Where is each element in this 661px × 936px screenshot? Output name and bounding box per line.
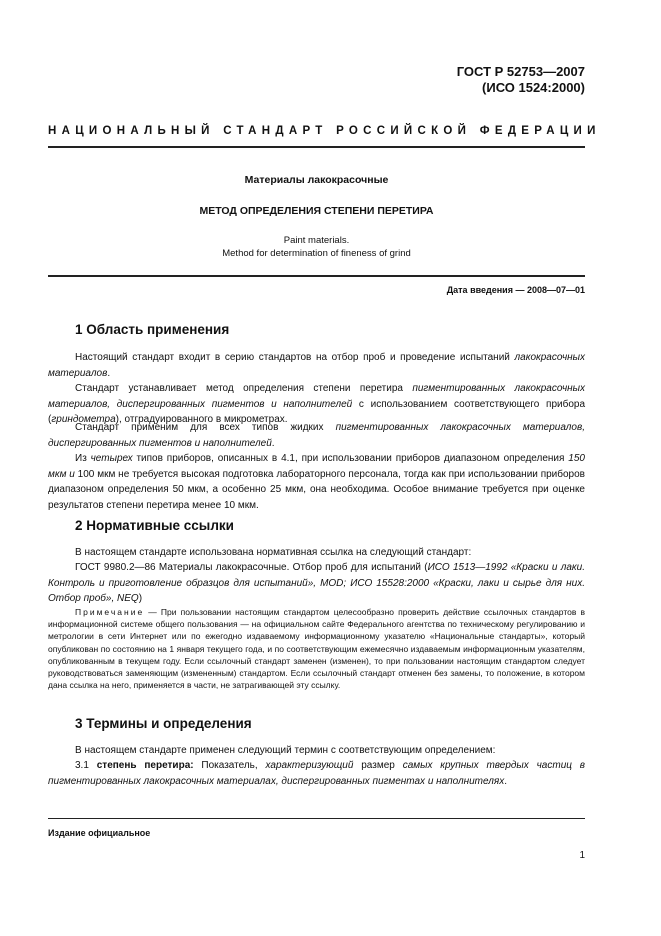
header-rule	[48, 146, 585, 148]
note-label: Примечание	[75, 607, 145, 617]
section-1-paragraph-3: Стандарт применим для всех типов жидких пигментированных лакокрасочных материалов, диспергированных пигментов и наполнителей.	[48, 422, 585, 449]
standard-number: ГОСТ Р 52753—2007	[456, 64, 585, 79]
iso-number: (ИСО 1524:2000)	[482, 80, 585, 95]
english-method: Method for determination of fineness of grind	[222, 248, 411, 259]
section-1-heading: 1 Область применения	[75, 322, 230, 337]
section-3-paragraph-1: В настоящем стандарте применен следующий термин с соответствующим определением:	[75, 745, 496, 756]
page-number: 1	[579, 850, 585, 861]
document-subject: Материалы лакокрасочные	[244, 174, 389, 186]
national-standard-heading: НАЦИОНАЛЬНЫЙ СТАНДАРТ РОССИЙСКОЙ ФЕДЕРАЦИИ	[48, 125, 601, 137]
term-definition: 3.1 степень перетира: Показатель, характеризующий размер самых крупных твердых частиц в пигментированных лакокрасочных материалах, диспергированных пигментах и наполнителях.	[48, 760, 586, 787]
section-2-heading: 2 Нормативные ссылки	[75, 518, 234, 533]
section-2-paragraph-1: В настоящем стандарте использована нормативная ссылка на следующий стандарт:	[75, 547, 472, 558]
section-1-paragraph-4: Из четырех типов приборов, описанных в 4.1, при использовании приборов диапазоном определения 150 мкм и 100 мкм не требуется высокая подготовка лабораторного персонала, тогда как при использовании приборов диапазоном определения 50 мкм, а особенно 25 мкм, она необходима. Особое внимание требуется при оценке результатов степени перетира менее 10 мкм.	[48, 453, 585, 511]
section-1-paragraph-2: Стандарт устанавливает метод определения степени перетира пигментированных лакокрасочных материалов, диспергированных пигментов и наполнителей с использованием соответствующего прибора (гриндометра), отградуированного в микрометрах.	[48, 383, 585, 425]
introduction-date: Дата введения — 2008—07—01	[446, 285, 585, 295]
section-2-note: Примечание — При пользовании настоящим стандартом целесообразно проверить действие ссылочных стандартов в информационной системе общего пользования — на официальном сайте Федерального агентства по техническому регулированию и метрологии в сети Интернет или по ежегодно издаваемому информационному указателю «Национальные стандарты», который опубликован по состоянию на 1 января текущего года, и по соответствующим ежемесячно издаваемым информационным указателям, опубликованным в текущем году. Если ссылочный стандарт заменен (изменен), то при пользовании настоящим стандартом следует руководствоваться заменяющим (измененным) стандартом. Если ссылочный стандарт отменен без замены, то положение, в котором дана ссылка на него, применяется в части, не затрагивающей эту ссылку.	[48, 607, 585, 691]
english-subject: Paint materials.	[283, 235, 350, 246]
official-edition-label: Издание официальное	[48, 828, 151, 838]
footer-rule	[48, 818, 585, 819]
english-title	[48, 234, 585, 260]
term: степень перетира:	[96, 760, 194, 771]
title-rule	[48, 275, 585, 277]
section-3-heading: 3 Термины и определения	[75, 716, 252, 731]
standard-number-block	[457, 64, 585, 96]
document-title: МЕТОД ОПРЕДЕЛЕНИЯ СТЕПЕНИ ПЕРЕТИРА	[199, 205, 434, 217]
section-1-paragraph-1: Настоящий стандарт входит в серию стандартов на отбор проб и проведение испытаний лакокрасочных материалов.	[48, 352, 585, 379]
section-2-reference: ГОСТ 9980.2—86 Материалы лакокрасочные. Отбор проб для испытаний (ИСО 1513—1992 «Краски и лаки. Контроль и приготовление образцов для испытаний», MOD; ИСО 15528:2000 «Краски, лаки и сырье для них. Отбор проб», NEQ)	[48, 562, 585, 604]
